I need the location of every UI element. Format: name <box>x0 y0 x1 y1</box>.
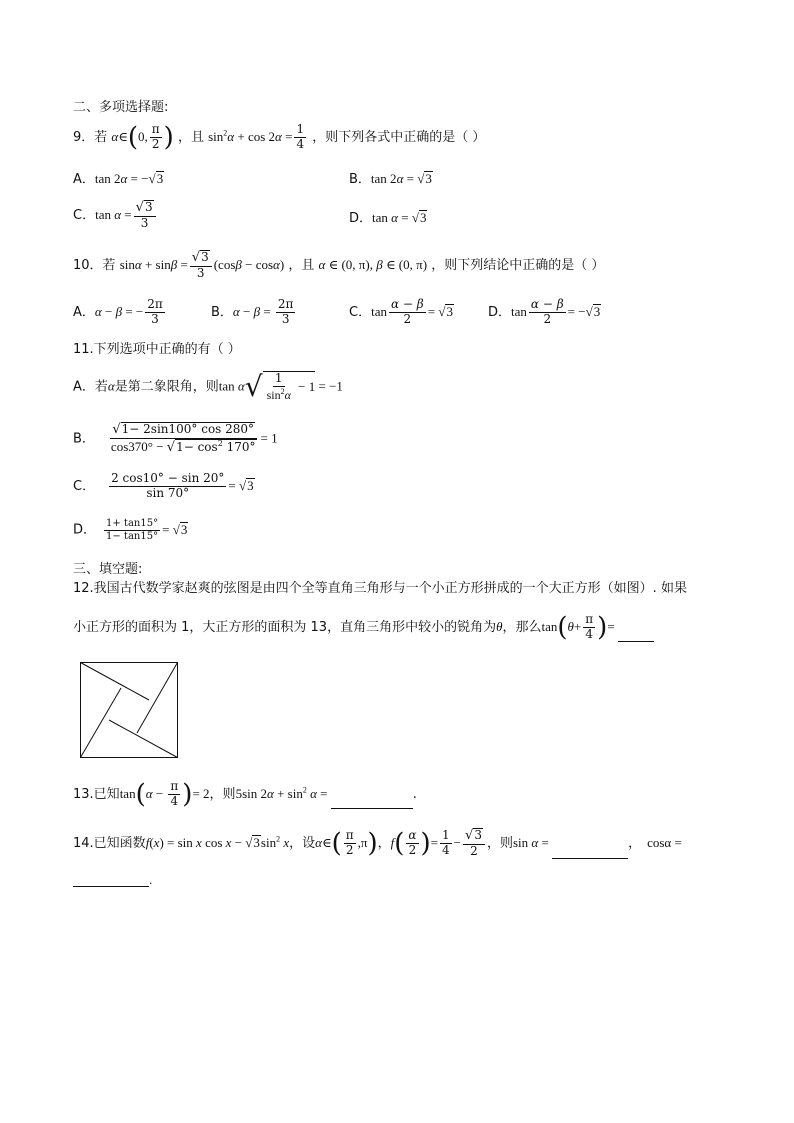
q9-option-d: D．tan α = √3 <box>349 210 427 226</box>
question-14-cos-answer: . <box>73 872 152 887</box>
q10-option-c: C．tan $\frac{\alpha - \beta}{2}$ = √3 <box>349 297 453 326</box>
q9-suffix: ，则下列各式中正确的是（ ） <box>312 129 486 145</box>
q11-option-d: D． $\frac{1+ \tan 15^\circ}{1- \tan 15^\circ}$ = √3 <box>73 518 188 542</box>
question-11-stem: 11.下列选项中正确的有（ ） <box>73 342 241 357</box>
answer-blank-q13[interactable] <box>331 794 413 809</box>
question-12-line2: 小正方形的面积为 1，大正方形的面积为 13，直角三角形中较小的锐角为θ，那么tan(θ+ $\frac{\pi}{4}$ )= <box>73 613 654 642</box>
question-10-stem: 10．若 sinα + sinβ = $\frac{√3}{3}$ (cosβ − cosα) ，且 α ∈ (0, π), β ∈ (0, π) ，则下列结论中正确的是（ ） <box>73 250 605 280</box>
answer-blank-q14-sin[interactable] <box>552 844 628 859</box>
answer-blank-q14-cos[interactable] <box>73 872 149 887</box>
answer-blank-q12[interactable] <box>618 627 654 642</box>
q10-option-d: D．tan $\frac{\alpha - \beta}{2}$ = −√3 <box>488 297 601 326</box>
q9-option-a: A．tan 2α = −√3 <box>73 171 164 187</box>
q10-option-b: B．α − β = $\frac{2\pi}{3}$ <box>211 297 294 326</box>
question-13: 13.已知tan(α − $\frac{\pi}{4}$ )= 2，则5sin $2\alpha + \sin^2 \alpha$ = . <box>73 779 417 810</box>
q11-option-c: C． $\frac{2 \cos 10^\circ - \sin 20^\circ}{\sin 70^\circ}$ = √3 <box>73 471 254 500</box>
question-12-line1: 12.我国古代数学家赵爽的弦图是由四个全等直角三角形与一个小正方形拼成的一个大正方形（如图）. 如果 <box>73 581 687 596</box>
q9-option-b: B．tan 2α = √3 <box>349 171 432 187</box>
question-14: 14.已知函数f(x) = sin x $\cos x - √3\sin^2$ x，设α∈( $\frac{\pi}{2}$ ,π)，f( $\frac{\alpha}{2}$ )= $\frac{1}{4}$ − $\frac{√3}{2}$ ，则sin α = ， cosα = <box>73 828 682 859</box>
section-heading-fill-in: 三、填空题: <box>73 562 143 577</box>
q10-option-a: A．α − β = − $\frac{2\pi}{3}$ <box>73 297 163 326</box>
section-heading-multiple-choice: 二、多项选择题: <box>73 100 169 115</box>
q11-option-a: A．若α是第二象限角，则tan α√ $\frac{1}{\sin^2\alpha}$ − 1 = −1 <box>73 369 343 403</box>
q9-option-c: C．tan α = $\frac{√3}{3}$ <box>73 200 158 231</box>
q11-option-b: B． $\frac{√1- 2\sin 100^\circ \cos 280^\circ}{\cos 370^\circ - √1- \cos^2 170^\circ}$ = 1 <box>73 422 278 455</box>
q9-prefix: 9．若 <box>73 129 108 145</box>
zhao-shuang-diagram <box>80 662 178 758</box>
q9-mid: ，且 <box>177 129 204 145</box>
question-9-stem: 9．若 α∈(0, $\frac{\pi}{2}$ ) ，且 $\sin^2\alpha + \cos 2\alpha$ = $\frac{1}{4}$ ，则下列各式中正确的是（ ） <box>73 122 486 153</box>
